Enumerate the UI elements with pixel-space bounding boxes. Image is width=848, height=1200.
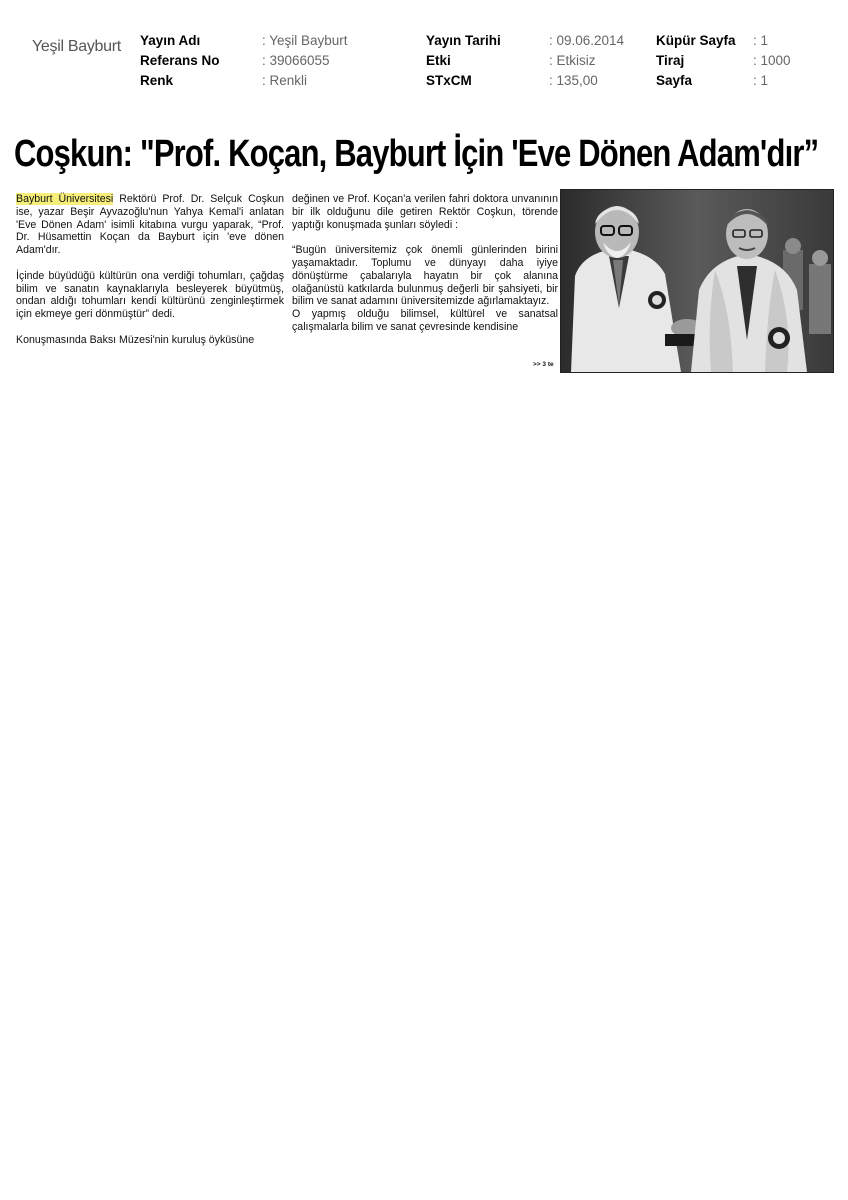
- meta-row: [140, 51, 348, 71]
- meta-label: STxCM: [426, 73, 472, 88]
- meta-row: [426, 31, 624, 51]
- meta-value: : Renkli: [262, 73, 308, 88]
- meta-value: : 1: [753, 33, 769, 48]
- meta-row: [140, 31, 348, 51]
- article-column-2: [292, 193, 558, 347]
- meta-value: : 135,00: [549, 73, 598, 88]
- meta-row: [656, 51, 791, 71]
- article-paragraph: [16, 193, 284, 257]
- meta-value: : 1000: [753, 53, 791, 68]
- article-paragraph: O yapmış olduğu bilimsel, kültürel ve sanatsal çalışmalarla bilim ve sanat çevresinde kendisine: [292, 308, 558, 333]
- meta-column-3: [656, 31, 791, 91]
- article-paragraph: Konuşmasında Baksı Müzesi'nin kuruluş öyküsüne: [16, 333, 255, 346]
- meta-value: : Etkisiz: [549, 53, 596, 68]
- meta-value: : 1: [753, 73, 769, 88]
- article-column-1: [16, 193, 284, 359]
- article-headline: Coşkun: "Prof. Koçan, Bayburt İçin 'Eve Dönen Adam'dır”: [14, 133, 819, 175]
- meta-row: [656, 71, 791, 91]
- highlighted-term: Bayburt Üniversitesi: [16, 193, 114, 205]
- meta-label: Tiraj: [656, 53, 685, 68]
- meta-value: : 09.06.2014: [549, 33, 625, 48]
- meta-value: : 39066055: [262, 53, 330, 68]
- meta-label: Sayfa: [656, 73, 693, 88]
- meta-label: Renk: [140, 73, 174, 88]
- meta-column-1: [140, 31, 348, 91]
- paragraph-text: Rektörü Prof. Dr. Selçuk Coşkun ise, yazar Beşir Ayvazoğlu'nun Yahya Kemal'i anlatan 'Eve Dönen Adam' isimli kitabına vurgu yaparak, “Prof. Dr. Hüsamettin Koçan da Bayburt için 'eve dönen Adam'dır.: [16, 193, 285, 257]
- article-paragraph: değinen ve Prof. Koçan'a verilen fahri doktora unvanının bir ilk olduğunu dile getiren Rektör Coşkun, törende yaptığı konuşmada şunları söyledi :: [292, 193, 558, 231]
- meta-label: Yayın Tarihi: [426, 33, 501, 48]
- meta-row: [426, 71, 624, 91]
- ceremony-photo-icon: [561, 190, 833, 372]
- article-paragraph: “Bugün üniversitemiz çok önemli günlerinden birini yaşamaktadır. Toplumu ve dünyayı daha iyiye dönüştürme çabalarıyla hayatın bir çok alanına olağanüstü katkılarda bulunmuş değerli bir şahsiyeti, bir bilim ve sanat adamını üniversitemizde ağırlamaktayız.: [292, 244, 558, 308]
- meta-column-2: [426, 31, 624, 91]
- meta-row: [656, 31, 791, 51]
- publication-logo: Yeşil Bayburt: [32, 38, 121, 55]
- continued-marker: >> 3 te: [533, 361, 554, 368]
- meta-row: [426, 51, 624, 71]
- meta-label: Yayın Adı: [140, 33, 201, 48]
- meta-label: Küpür Sayfa: [656, 33, 736, 48]
- article-paragraph: İçinde büyüdüğü kültürün ona verdiği tohumları, çağdaş bilim ve sanatın kaynaklarıyla besleyerek büyütmüş, ondan aldığı tohumları kendi kültürünü zenginleştirmek için ekmeye geri dönmüştür” dedi.: [16, 269, 284, 321]
- meta-value: : Yeşil Bayburt: [262, 33, 348, 48]
- meta-label: Etki: [426, 53, 451, 68]
- ceremony-photo: [560, 189, 834, 373]
- meta-label: Referans No: [140, 53, 220, 68]
- meta-row: [140, 71, 348, 91]
